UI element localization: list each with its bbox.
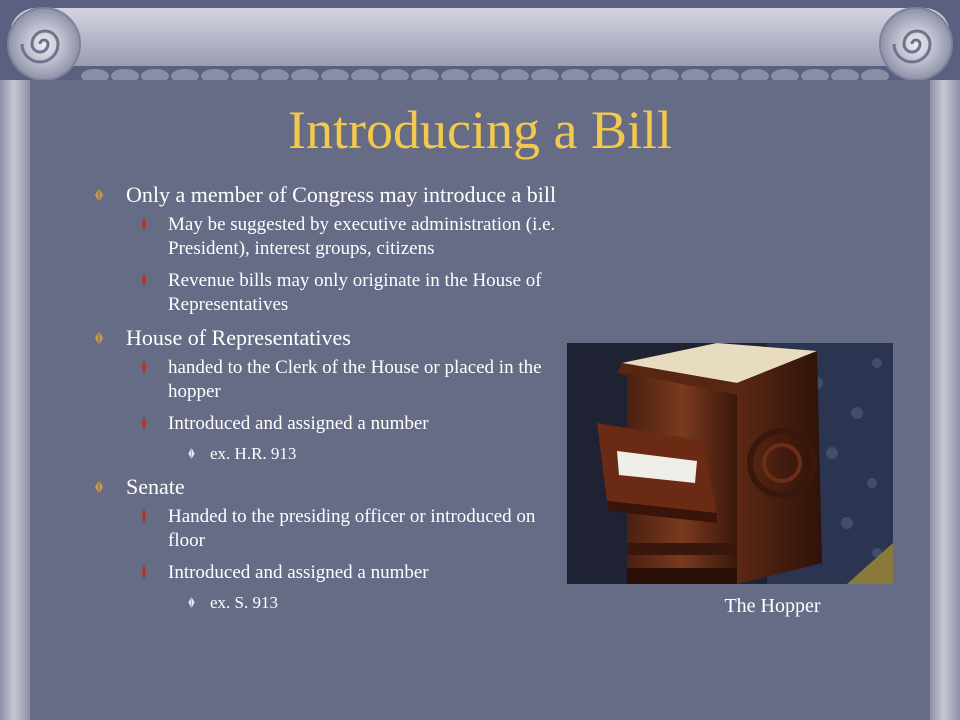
sub-bullet-text: Handed to the presiding officer or introduced on floor (168, 506, 536, 551)
spiral-scroll-icon (8, 8, 80, 80)
spiral-scroll-icon (880, 8, 952, 80)
sub-bullet-item (92, 412, 562, 436)
quill-diamond-icon (186, 448, 197, 459)
sub-bullet-item (92, 213, 562, 261)
sub-bullet-item (92, 505, 562, 553)
right-pillar (930, 80, 960, 720)
bullet-item (92, 474, 562, 499)
quill-diamond-icon (92, 188, 106, 202)
quill-diamond-icon (138, 566, 150, 578)
bullet-text: House of Representatives (126, 325, 351, 350)
bullet-item (92, 182, 562, 207)
slide-title: Introducing a Bill (288, 100, 672, 160)
sub-bullet-text: handed to the Clerk of the House or placed in the hopper (168, 357, 542, 402)
sub-sub-bullet-text: ex. S. 913 (210, 593, 278, 612)
quill-diamond-icon (186, 597, 197, 608)
left-pillar (0, 80, 30, 720)
sub-bullet-text: Revenue bills may only originate in the House of Representatives (168, 270, 542, 315)
sub-bullet-item (92, 356, 562, 404)
frame-top (0, 0, 960, 82)
bullet-item (92, 325, 562, 350)
quill-diamond-icon (138, 274, 150, 286)
quill-diamond-icon (138, 510, 150, 522)
sub-bullet-text: Introduced and assigned a number (168, 562, 429, 583)
sub-sub-bullet-item (92, 593, 562, 613)
quill-diamond-icon (138, 218, 150, 230)
sub-bullet-text: Introduced and assigned a number (168, 413, 429, 434)
hopper-photo (567, 343, 893, 584)
sub-bullet-item (92, 269, 562, 317)
sub-sub-bullet-text: ex. H.R. 913 (210, 444, 297, 463)
quill-diamond-icon (92, 480, 106, 494)
photo-caption: The Hopper (724, 595, 821, 617)
bullet-list (92, 182, 562, 623)
quill-diamond-icon (138, 361, 150, 373)
quill-diamond-icon (138, 417, 150, 429)
sub-sub-bullet-item (92, 444, 562, 464)
sub-bullet-text: May be suggested by executive administration (i.e. President), interest groups, citizens (168, 214, 556, 259)
bullet-text: Only a member of Congress may introduce a bill (126, 182, 557, 207)
bullet-text: Senate (126, 474, 185, 499)
sub-bullet-item (92, 561, 562, 585)
quill-diamond-icon (92, 331, 106, 345)
